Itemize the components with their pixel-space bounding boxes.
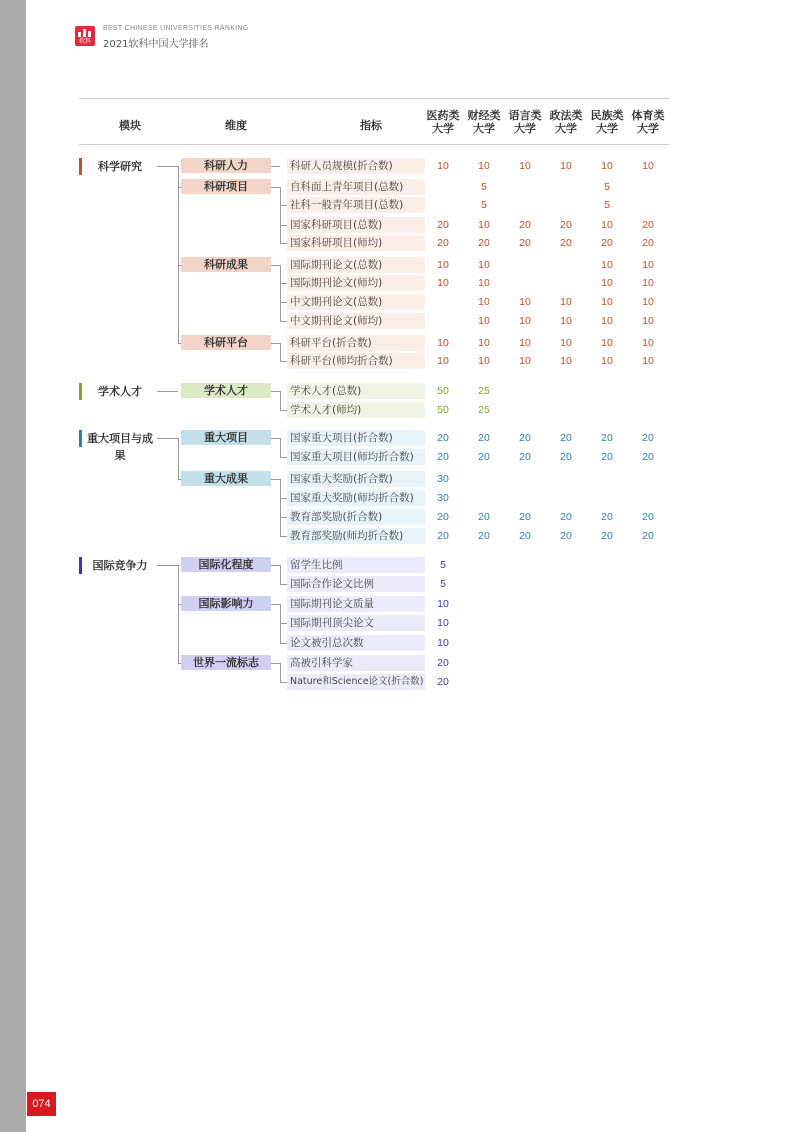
indicator-label: 教育部奖励(折合数) <box>287 509 425 525</box>
header-type-line2: 大学 <box>432 122 454 135</box>
indicator-label: Nature和Science论文(折合数) <box>287 674 425 690</box>
dimension-connector <box>271 604 280 605</box>
indicator-stub <box>280 643 287 644</box>
module-label: 科学研究 <box>79 158 158 175</box>
weight-value: 20 <box>642 511 654 523</box>
dimension-label: 学术人才 <box>181 383 271 398</box>
weight-value: 10 <box>437 598 449 610</box>
indicator-label: 国际期刊论文(总数) <box>287 257 425 273</box>
dimension-label: 国际影响力 <box>181 596 271 611</box>
indicator-stub <box>280 682 287 683</box>
header-type-line1: 民族类 <box>590 109 624 122</box>
weight-value: 20 <box>437 432 449 444</box>
weight-value: 50 <box>437 404 449 416</box>
indicator-label: 论文被引总次数 <box>287 635 425 651</box>
weight-value: 5 <box>440 578 446 590</box>
weight-value: 25 <box>478 385 490 397</box>
indicator-stub <box>280 498 287 499</box>
indicator-branch <box>280 187 281 243</box>
weight-value: 20 <box>601 451 613 463</box>
weight-value: 10 <box>601 259 613 271</box>
dimension-stub <box>178 343 181 344</box>
weight-value: 20 <box>642 219 654 231</box>
indicator-label: 国际期刊顶尖论文 <box>287 615 425 631</box>
weight-value: 10 <box>519 296 531 308</box>
weight-value: 10 <box>601 160 613 172</box>
header-type-3 <box>545 109 587 135</box>
weight-value: 10 <box>437 160 449 172</box>
weight-value: 20 <box>478 530 490 542</box>
indicator-stub <box>280 361 287 362</box>
indicator-label: 国家科研项目(总数) <box>287 217 425 233</box>
header-type-1 <box>463 109 505 135</box>
weight-value: 20 <box>437 657 449 669</box>
indicator-label: 国家重大项目(折合数) <box>287 430 425 446</box>
weight-value: 20 <box>601 237 613 249</box>
indicator-label: 中文期刊论文(总数) <box>287 294 425 310</box>
weight-value: 20 <box>519 530 531 542</box>
weight-value: 20 <box>642 432 654 444</box>
indicator-label: 自科面上青年项目(总数) <box>287 179 425 195</box>
weight-value: 10 <box>437 337 449 349</box>
weight-value: 10 <box>560 355 572 367</box>
weight-value: 10 <box>478 277 490 289</box>
table-header-rule <box>79 144 669 145</box>
indicator-stub <box>280 302 287 303</box>
indicator-label: 国家重大项目(师均折合数) <box>287 449 425 465</box>
weight-value: 20 <box>519 451 531 463</box>
indicator-stub <box>280 205 287 206</box>
dimension-stub <box>178 604 181 605</box>
indicator-label: 国际期刊论文质量 <box>287 596 425 612</box>
weight-value: 20 <box>560 237 572 249</box>
weight-value: 10 <box>642 277 654 289</box>
weight-value: 20 <box>437 237 449 249</box>
weight-value: 10 <box>642 160 654 172</box>
weight-value: 10 <box>642 315 654 327</box>
dimension-stub <box>178 479 181 480</box>
indicator-stub <box>280 321 287 322</box>
indicator-stub <box>280 584 287 585</box>
weight-value: 10 <box>642 296 654 308</box>
dimension-label: 世界一流标志 <box>181 655 271 670</box>
weight-value: 20 <box>519 237 531 249</box>
weight-value: 10 <box>642 355 654 367</box>
header-type-line2: 大学 <box>514 122 536 135</box>
weight-value: 20 <box>437 676 449 688</box>
indicator-label: 教育部奖励(师均折合数) <box>287 528 425 544</box>
header-type-line2: 大学 <box>555 122 577 135</box>
left-margin-strip <box>0 0 26 1132</box>
module-connector <box>157 565 178 566</box>
indicator-branch <box>280 265 281 321</box>
indicator-branch <box>280 565 281 584</box>
dimension-connector <box>271 663 280 664</box>
indicator-label: 国家重大奖励(折合数) <box>287 471 425 487</box>
header-type-line2: 大学 <box>596 122 618 135</box>
module-branch <box>178 166 179 343</box>
weight-value: 20 <box>601 530 613 542</box>
weight-value: 20 <box>437 511 449 523</box>
header-type-line2: 大学 <box>473 122 495 135</box>
weight-value: 5 <box>604 181 610 193</box>
module-branch <box>178 438 179 479</box>
weight-value: 10 <box>437 355 449 367</box>
weight-value: 20 <box>478 237 490 249</box>
indicator-stub <box>280 517 287 518</box>
indicator-label: 科研平台(折合数) <box>287 335 425 351</box>
weight-value: 20 <box>601 511 613 523</box>
indicator-label: 科研平台(师均折合数) <box>287 353 425 369</box>
header-type-line1: 财经类 <box>467 109 501 122</box>
brand-chinese: 2021软科中国大学排名 <box>103 39 209 50</box>
header-type-2 <box>504 109 546 135</box>
module-connector <box>157 438 178 439</box>
weight-value: 10 <box>478 219 490 231</box>
weight-value: 20 <box>478 451 490 463</box>
weight-value: 20 <box>560 451 572 463</box>
indicator-label: 学术人才(师均) <box>287 402 425 418</box>
indicator-stub <box>280 623 287 624</box>
weight-value: 20 <box>437 219 449 231</box>
header-module: 模块 <box>119 119 141 132</box>
weight-value: 5 <box>440 559 446 571</box>
indicator-stub <box>280 536 287 537</box>
weight-value: 10 <box>519 355 531 367</box>
indicator-label: 国家科研项目(师均) <box>287 235 425 251</box>
weight-value: 50 <box>437 385 449 397</box>
weight-value: 25 <box>478 404 490 416</box>
weight-value: 10 <box>437 617 449 629</box>
indicator-stub <box>280 243 287 244</box>
dimension-label: 重大成果 <box>181 471 271 486</box>
weight-value: 10 <box>642 337 654 349</box>
dimension-stub <box>178 663 181 664</box>
indicator-branch <box>280 438 281 457</box>
dimension-label: 国际化程度 <box>181 557 271 572</box>
weight-value: 10 <box>519 315 531 327</box>
page-number: 074 <box>27 1092 56 1116</box>
weight-value: 20 <box>437 530 449 542</box>
module-connector <box>157 391 178 392</box>
indicator-label: 国家重大奖励(师均折合数) <box>287 490 425 506</box>
dimension-connector <box>271 438 280 439</box>
indicator-stub <box>280 283 287 284</box>
weight-value: 5 <box>481 181 487 193</box>
indicator-stub <box>280 410 287 411</box>
weight-value: 20 <box>560 432 572 444</box>
dimension-stub <box>178 265 181 266</box>
indicator-branch <box>280 663 281 682</box>
weight-value: 20 <box>560 511 572 523</box>
weight-value: 20 <box>519 219 531 231</box>
logo-text: 软科 <box>78 38 91 45</box>
weight-value: 30 <box>437 473 449 485</box>
weight-value: 10 <box>478 355 490 367</box>
indicator-label: 国际期刊论文(师均) <box>287 275 425 291</box>
header-type-line1: 医药类 <box>426 109 460 122</box>
weight-value: 20 <box>642 451 654 463</box>
weight-value: 10 <box>437 277 449 289</box>
weight-value: 30 <box>437 492 449 504</box>
header-type-5 <box>627 109 669 135</box>
dimension-label: 科研人力 <box>181 158 271 173</box>
module-branch <box>178 565 179 663</box>
dimension-connector <box>271 391 280 392</box>
header-dimension: 维度 <box>225 119 247 132</box>
weight-value: 10 <box>519 337 531 349</box>
weight-value: 20 <box>437 451 449 463</box>
indicator-label: 高被引科学家 <box>287 655 425 671</box>
indicator-label: 学术人才(总数) <box>287 383 425 399</box>
weight-value: 10 <box>560 337 572 349</box>
module-label: 学术人才 <box>79 383 158 400</box>
indicator-label: 科研人员规模(折合数) <box>287 158 425 174</box>
indicator-branch <box>280 343 281 361</box>
weight-value: 10 <box>437 259 449 271</box>
indicator-branch <box>280 479 281 536</box>
indicator-label: 中文期刊论文(师均) <box>287 313 425 329</box>
dimension-label: 科研项目 <box>181 179 271 194</box>
weight-value: 10 <box>437 637 449 649</box>
weight-value: 10 <box>478 259 490 271</box>
weight-value: 10 <box>601 355 613 367</box>
weight-value: 10 <box>601 337 613 349</box>
indicator-stub <box>280 225 287 226</box>
indicator-label: 社科一般青年项目(总数) <box>287 197 425 213</box>
dimension-stub <box>178 187 181 188</box>
weight-value: 10 <box>601 296 613 308</box>
weight-value: 10 <box>560 160 572 172</box>
weight-value: 20 <box>560 530 572 542</box>
weight-value: 10 <box>642 259 654 271</box>
weight-value: 20 <box>601 432 613 444</box>
weight-value: 10 <box>601 219 613 231</box>
dimension-connector <box>271 479 280 480</box>
indicator-label: 国际合作论文比例 <box>287 576 425 592</box>
weight-value: 10 <box>478 315 490 327</box>
dimension-connector <box>271 565 280 566</box>
dimension-label: 科研成果 <box>181 257 271 272</box>
weight-value: 20 <box>478 432 490 444</box>
weight-value: 5 <box>481 199 487 211</box>
dimension-label: 重大项目 <box>181 430 271 445</box>
header-indicator: 指标 <box>360 119 382 132</box>
module-connector <box>157 166 178 167</box>
table-top-rule <box>79 98 669 99</box>
header-type-line1: 政法类 <box>549 109 583 122</box>
weight-value: 10 <box>601 277 613 289</box>
dimension-connector <box>271 187 280 188</box>
header-type-line1: 语言类 <box>508 109 542 122</box>
weight-value: 20 <box>642 237 654 249</box>
weight-value: 10 <box>519 160 531 172</box>
module-label: 重大项目与成果 <box>79 430 158 447</box>
weight-value: 20 <box>560 219 572 231</box>
indicator-branch <box>280 391 281 410</box>
module-label: 国际竞争力 <box>79 557 158 574</box>
ranking-logo-icon <box>75 26 95 46</box>
brand-english: BEST CHINESE UNIVERSITIES RANKING <box>103 25 249 32</box>
weight-value: 10 <box>478 296 490 308</box>
dimension-connector <box>271 343 280 344</box>
dimension-label: 科研平台 <box>181 335 271 350</box>
weight-value: 10 <box>601 315 613 327</box>
weight-value: 10 <box>560 296 572 308</box>
header-type-line2: 大学 <box>637 122 659 135</box>
weight-value: 20 <box>478 511 490 523</box>
dimension-connector <box>271 166 280 167</box>
weight-value: 10 <box>478 337 490 349</box>
weight-value: 20 <box>519 432 531 444</box>
header-type-0 <box>422 109 464 135</box>
weight-value: 5 <box>604 199 610 211</box>
indicator-label: 留学生比例 <box>287 557 425 573</box>
header-type-line1: 体育类 <box>631 109 665 122</box>
indicator-stub <box>280 457 287 458</box>
dimension-connector <box>271 265 280 266</box>
weight-value: 10 <box>560 315 572 327</box>
weight-value: 20 <box>519 511 531 523</box>
header-type-4 <box>586 109 628 135</box>
weight-value: 10 <box>478 160 490 172</box>
weight-value: 20 <box>642 530 654 542</box>
